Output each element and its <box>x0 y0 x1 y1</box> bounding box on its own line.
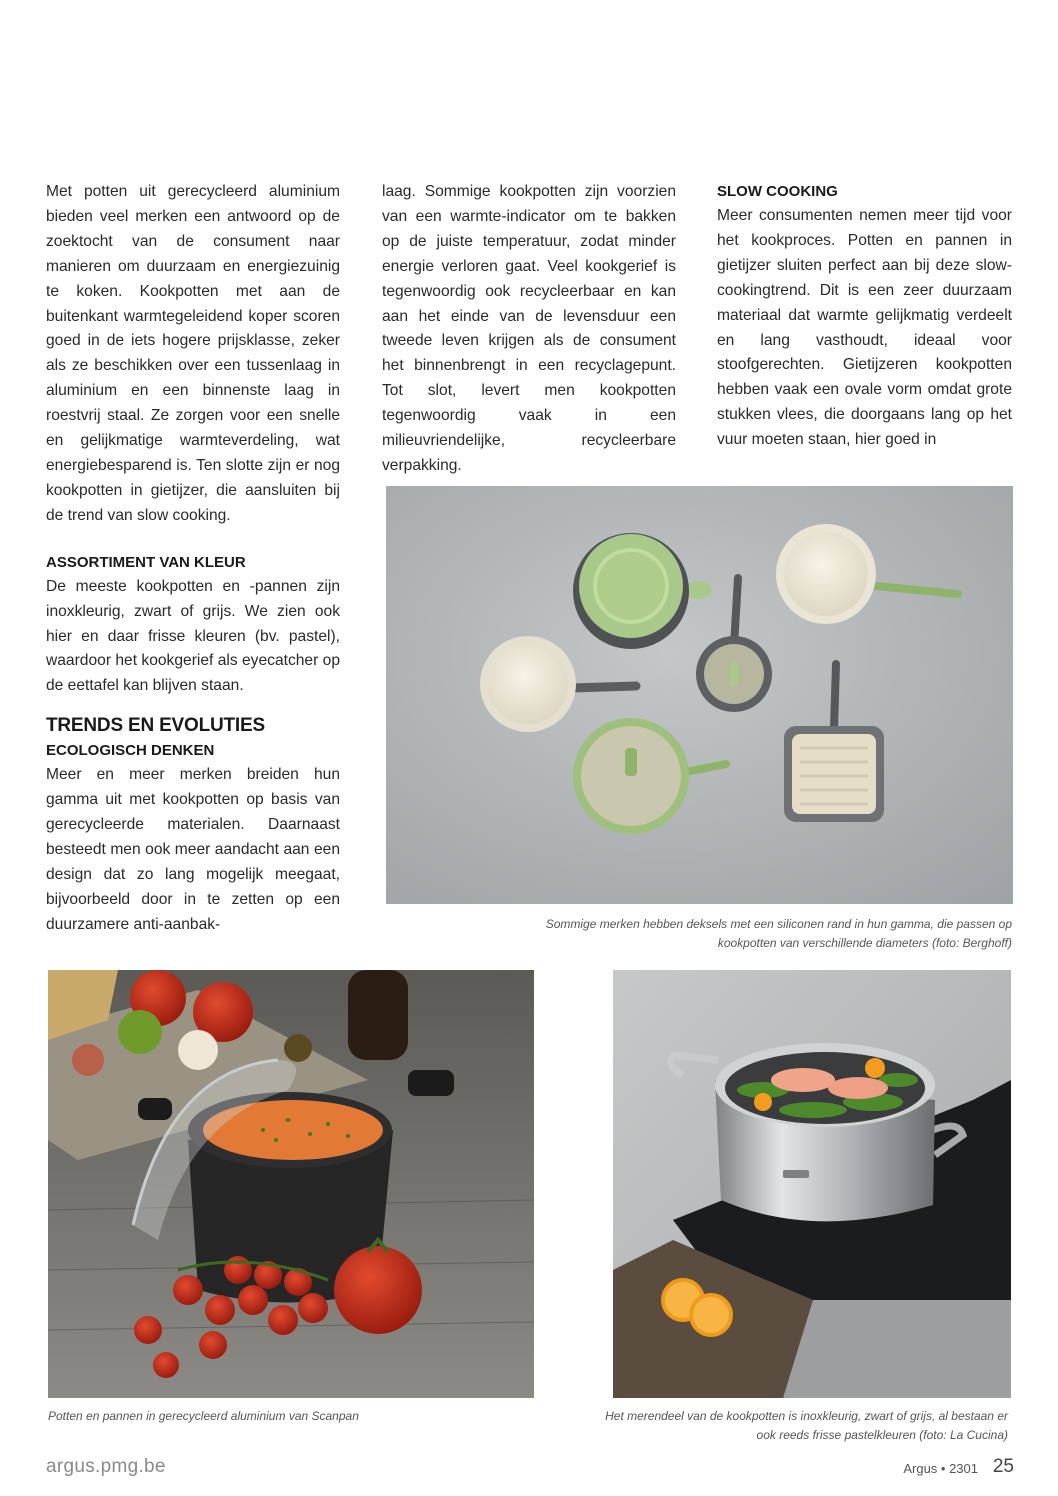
heading-trends: TRENDS EN EVOLUTIES <box>46 715 265 737</box>
caption-stainless-pot: Het merendeel van de kookpotten is inoxkleurig, zwart of grijs, al bestaan er ook reeds frisse pastelkleuren (foto: La Cucina) <box>605 1409 1008 1442</box>
text-column-1 <box>46 180 340 938</box>
heading-assortiment: ASSORTIMENT VAN KLEUR <box>46 553 246 571</box>
text-column-3 <box>717 180 1012 453</box>
footer-issue-label: Argus • 2301 <box>903 1461 978 1476</box>
intro-paragraph: Met potten uit gerecycleerd aluminium bieden veel merken een antwoord op de zoektocht van de consument naar manieren om duurzaam en energiezuinig te koken. Kookpotten met aan de buitenkant warmtegeleidend koper scoren goed in de iets hogere prijsklasse, zeker als ze beschikken over een tussenlaag in aluminium en een binnenste laag in roestvrij staal. Ze zorgen voor een snelle en gelijkmatige warmteverdeling, wat energiebesparend is. Ten slotte zijn er nog kookpotten in gietijzer, die aansluiten bij de trend van slow cooking. <box>46 183 340 524</box>
footer-page-number: 25 <box>992 1456 1014 1477</box>
caption-black-pot: Potten en pannen in gerecycleerd aluminium van Scanpan <box>48 1409 359 1423</box>
text-column-2 <box>382 180 676 479</box>
heading-ecologisch: ECOLOGISCH DENKEN <box>46 742 215 760</box>
heading-slow-cooking: SLOW COOKING <box>717 183 838 200</box>
kleur-paragraph: De meeste kookpotten en -pannen zijn inoxkleurig, zwart of grijs. We zien ook hier en daar frisse kleuren (bv. pastel), waardoor het kookgerief als eyecatcher op de eettafel kan blijven staan. <box>46 577 340 695</box>
eco-paragraph: Meer en meer merken breiden hun gamma uit met kookpotten op basis van gerecycleerde materialen. Daarnaast besteedt men ook meer aandacht aan een design dat zo lang mogelijk meegaat, bijvoorbeeld door in te zetten op een duurzamere anti-aanbak- <box>46 766 340 933</box>
photo-stainless-pot <box>613 970 1011 1398</box>
photo-pastel-pans <box>386 486 1013 904</box>
photo-black-pot <box>48 970 534 1398</box>
continuation-paragraph: laag. Sommige kookpotten zijn voorzien van een warmte-indicator om te bakken op de juiste temperatuur, zodat minder energie verloren gaat. Veel kookgerief is tegenwoordig ook recycleerbaar en kan aan het einde van de levensduur een tweede leven krijgen als de consument het binnenbrengt in een recyclagepunt. Tot slot, levert men kookpotten tegenwoordig vaak in een milieuvriendelijke, recycleerbare verpakking. <box>382 183 676 474</box>
footer-website-link[interactable]: argus.pmg.be <box>46 1456 166 1477</box>
slow-cooking-paragraph: Meer consumenten nemen meer tijd voor het kookproces. Potten en pannen in gietijzer sluiten perfect aan bij deze slow-cookingtrend. Dit is een zeer duurzaam materiaal dat warmte gelijkmatig verdeelt en lang vasthoudt, ideaal voor stoofgerechten. Gietijzeren kookpotten hebben vaak een ovale vorm omdat grote stukken vlees, die doorgaans lang op het vuur moeten staan, hier goed in <box>717 207 1012 449</box>
caption-pastel-pans: Sommige merken hebben deksels met een siliconen rand in hun gamma, die passen op kookpotten van verschillende diameters (foto: Berghoff) <box>545 917 1012 950</box>
